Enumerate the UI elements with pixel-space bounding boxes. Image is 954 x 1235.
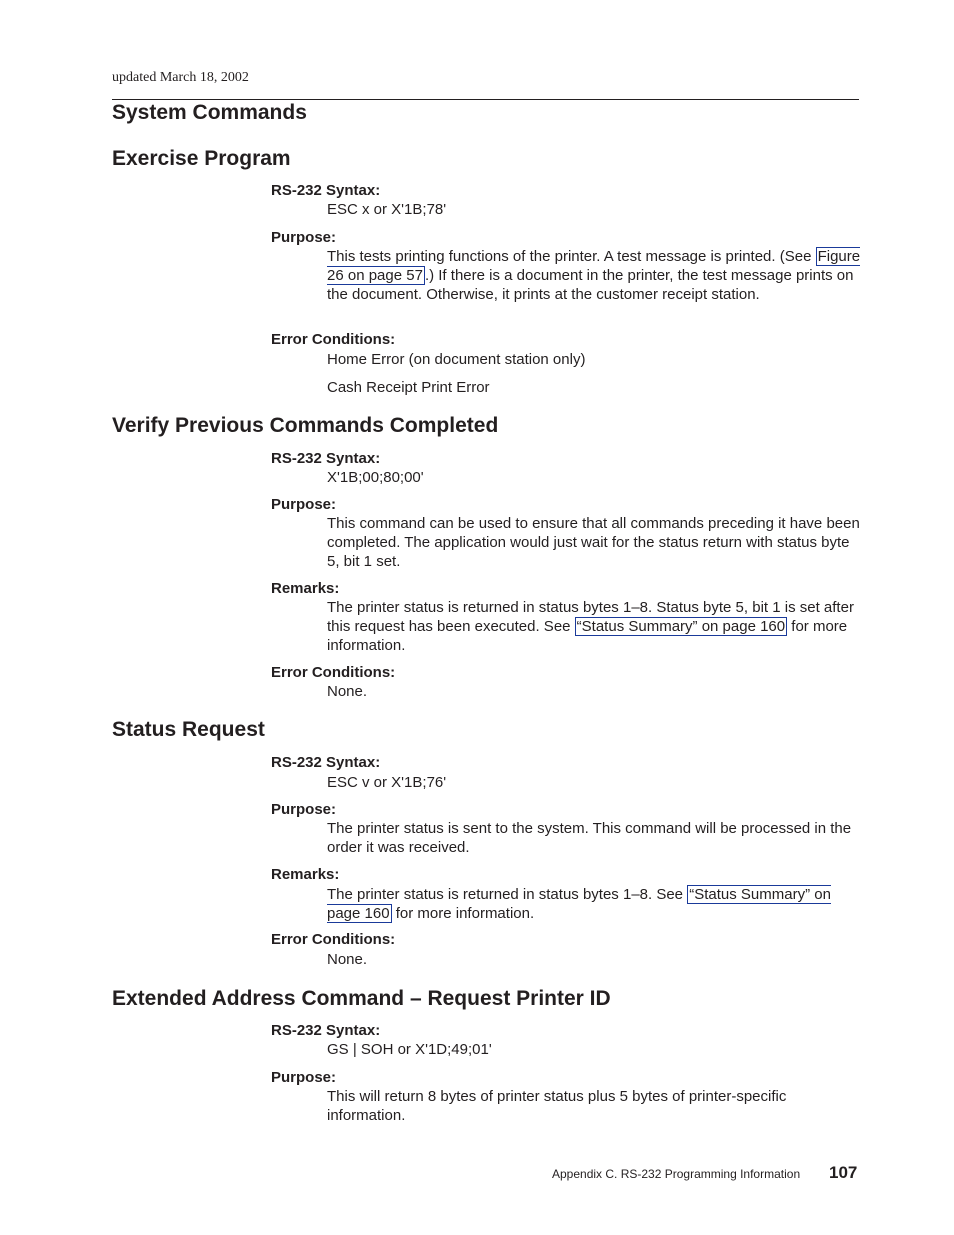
status-remarks-label: Remarks: [271, 866, 340, 883]
verify-remarks-part1: The printer status is returned in status bytes 1–8. Status byte 5, bit 1 is set after this request has been executed. See [327, 599, 854, 635]
status-errors-label: Error Conditions: [271, 931, 396, 948]
status-remarks-text [327, 885, 862, 923]
extended-syntax-label: RS-232 Syntax: [271, 1022, 381, 1039]
footer-appendix-title: Appendix C. RS-232 Programming Information [552, 1167, 801, 1181]
verify-remarks-text [327, 598, 862, 655]
exercise-syntax-value: ESC x or X'1B;78' [327, 201, 447, 218]
verify-errors-value: None. [327, 683, 368, 700]
exercise-error-1: Home Error (on document station only) [327, 351, 586, 368]
status-remarks-part2: for more information. [391, 905, 535, 922]
heading-system-commands: System Commands [112, 101, 307, 124]
exercise-purpose-label: Purpose: [271, 229, 337, 246]
exercise-purpose-text [327, 247, 862, 304]
status-remarks-part1: The printer status is returned in status bytes 1–8. See [327, 886, 688, 903]
heading-status-request: Status Request [112, 718, 265, 741]
exercise-errors-label: Error Conditions: [271, 331, 396, 348]
verify-purpose-label: Purpose: [271, 496, 337, 513]
status-syntax-label: RS-232 Syntax: [271, 754, 381, 771]
status-summary-link-2[interactable]: “Status Summary” on page 160 [327, 886, 831, 922]
figure-26-link[interactable]: Figure 26 on page 57 [327, 248, 861, 284]
verify-errors-label: Error Conditions: [271, 664, 396, 681]
verify-remarks-label: Remarks: [271, 580, 340, 597]
extended-purpose-text: This will return 8 bytes of printer status plus 5 bytes of printer-specific information. [327, 1088, 787, 1124]
exercise-purpose-part2: .) If there is a document in the printer, the test message prints on the document. Otherwise, it prints at the customer receipt station. [327, 267, 854, 303]
header-rule [112, 99, 859, 100]
exercise-purpose-part1: This tests printing functions of the printer. A test message is printed. (See [327, 248, 816, 265]
heading-extended-address: Extended Address Command – Request Printer ID [112, 987, 611, 1010]
status-summary-link[interactable]: “Status Summary” on page 160 [576, 618, 786, 635]
status-purpose-text: The printer status is sent to the system. This command will be processed in the order it was received. [327, 820, 852, 856]
extended-purpose-label: Purpose: [271, 1069, 337, 1086]
updated-date: updated March 18, 2002 [112, 70, 249, 85]
page-number: 107 [829, 1163, 858, 1182]
verify-syntax-label: RS-232 Syntax: [271, 450, 381, 467]
exercise-syntax-label: RS-232 Syntax: [271, 182, 381, 199]
verify-syntax-value: X'1B;00;80;00' [327, 469, 424, 486]
heading-exercise-program: Exercise Program [112, 147, 291, 170]
extended-syntax-value: GS | SOH or X'1D;49;01' [327, 1041, 492, 1058]
verify-remarks-part2: for more information. [327, 618, 848, 654]
exercise-error-2: Cash Receipt Print Error [327, 379, 490, 396]
status-errors-value: None. [327, 951, 368, 968]
heading-verify-previous: Verify Previous Commands Completed [112, 414, 499, 437]
verify-purpose-text: This command can be used to ensure that all commands preceding it have been completed. The application would just wait for the status return with status byte 5, bit 1 set. [327, 515, 860, 570]
status-syntax-value: ESC v or X'1B;76' [327, 774, 447, 791]
status-purpose-label: Purpose: [271, 801, 337, 818]
